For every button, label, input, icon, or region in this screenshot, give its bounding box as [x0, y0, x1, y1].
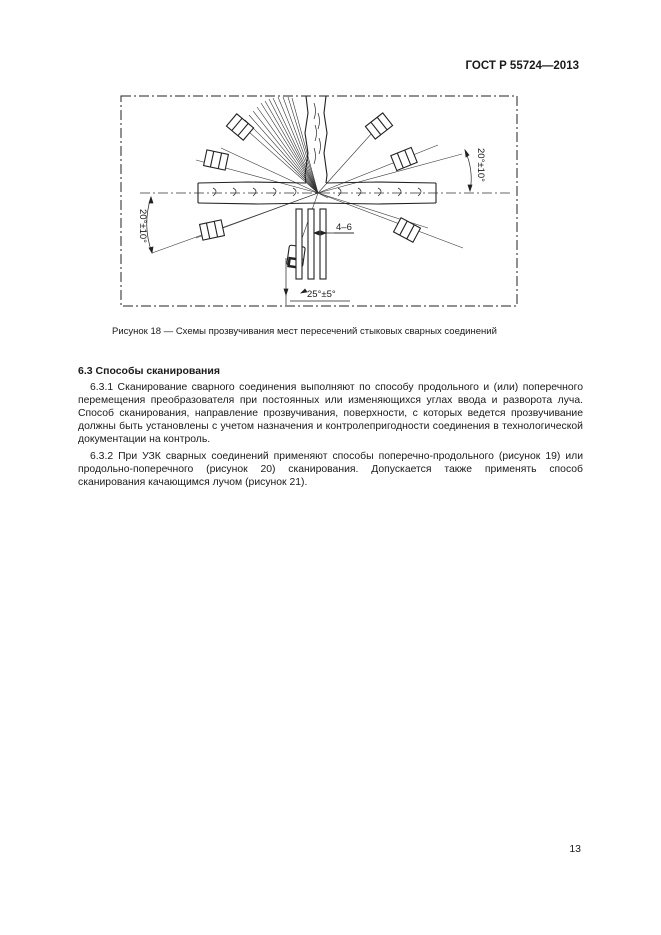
weld-scan-diagram [118, 93, 520, 311]
standard-code: ГОСТ Р 55724—2013 [465, 60, 579, 72]
angle-label-bottom: 25°±5° [307, 289, 336, 300]
section-title: 6.3 Способы сканирования [78, 365, 220, 377]
figure-18 [118, 93, 520, 316]
angle-label-right: 20°±10° [475, 148, 486, 182]
paragraph-6-3-2: 6.3.2 При УЗК сварных соединений применяют способы поперечно-продольного (рисунок 19) или продольно-поперечного (рисунок 20) сканирования. Допускается также применять способ сканирования качающимся лучом (рисунок 21). [78, 451, 583, 489]
page-number: 13 [569, 843, 581, 855]
paragraph-6-3-1: 6.3.1 Сканирование сварного соединения выполняют по способу продольного и (или) поперечного перемещения преобразователя при постоянных или изменяющихся углах ввода и разворота луча. Способ сканирования, направление прозвучивания, поверхности, с которых ведется прозвучивание должны быть установлены с учетом назначения и контролепригодности соединения в технологической документации на контроль. [78, 382, 583, 446]
gap-label: 4–6 [336, 222, 352, 233]
angle-label-left: 20°±10° [137, 209, 148, 243]
figure-caption: Рисунок 18 — Схемы прозвучивания мест пересечений стыковых сварных соединений [112, 326, 497, 337]
